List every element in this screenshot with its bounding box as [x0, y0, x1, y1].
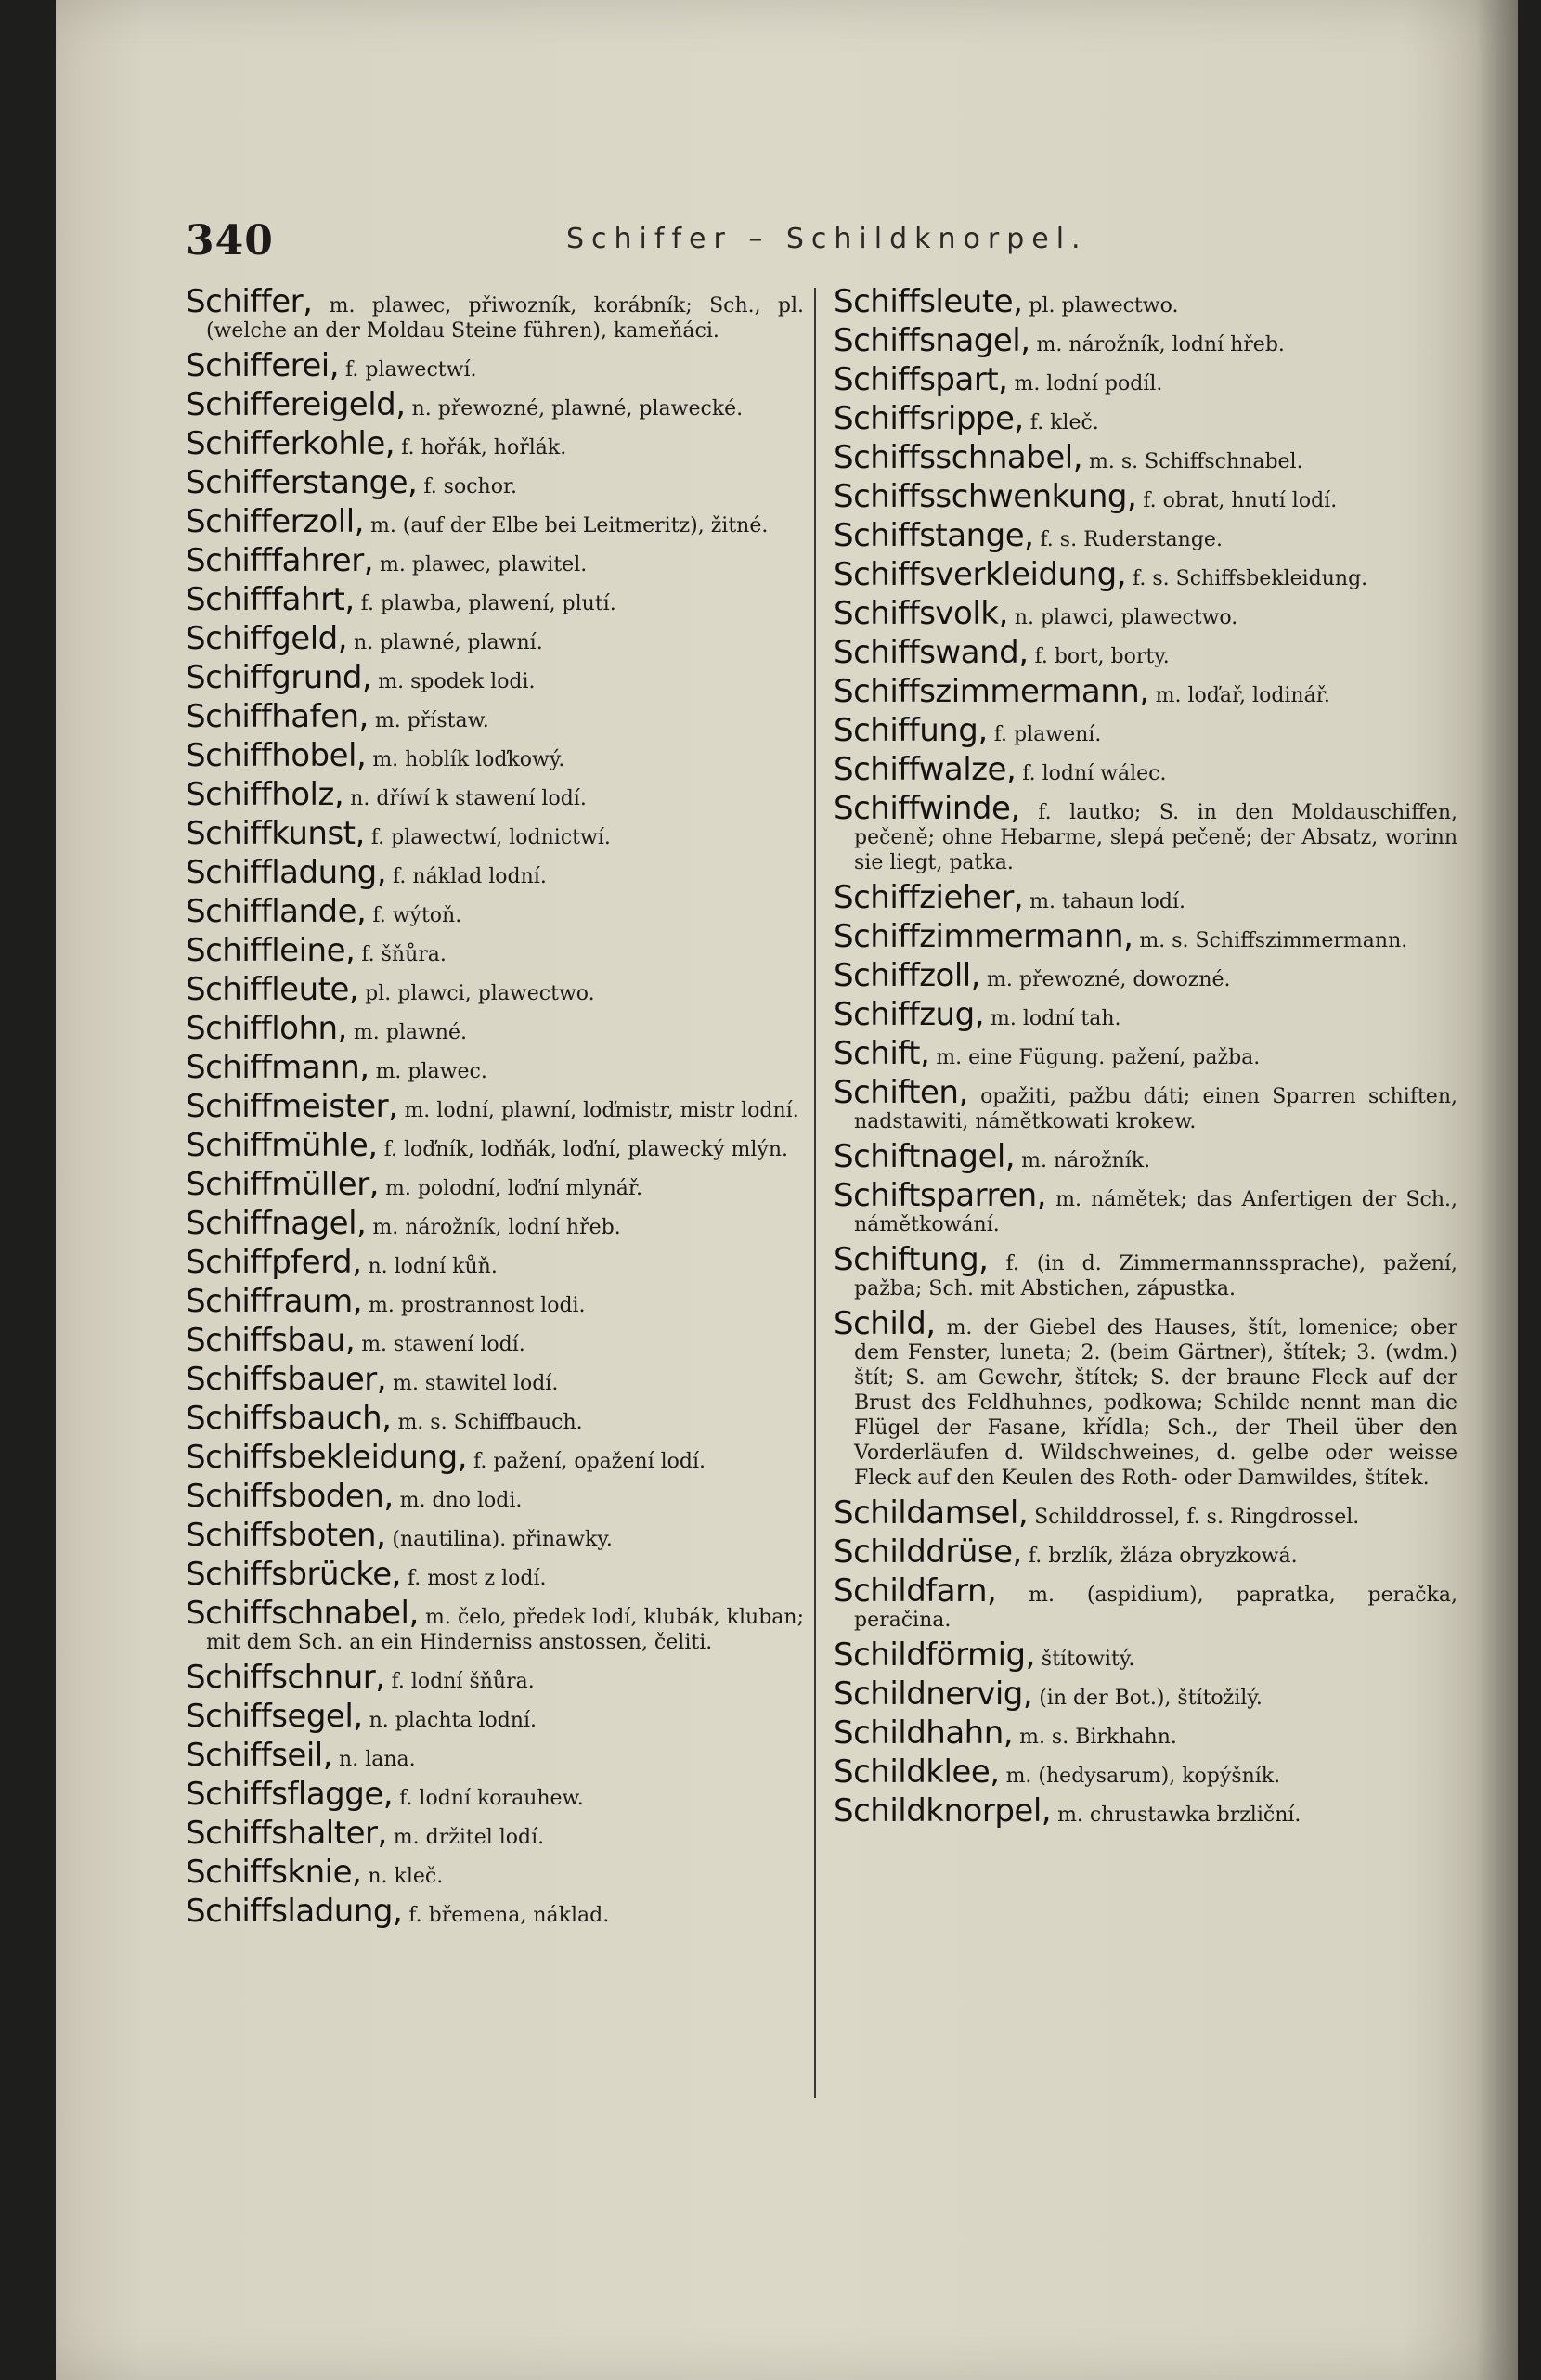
definition: m. dno lodi.: [393, 1489, 523, 1512]
definition: f. wýtoň.: [366, 904, 462, 927]
definition: m. spodek lodi.: [371, 670, 536, 693]
dictionary-entry: [834, 1533, 1457, 1571]
headword: Schildnervig,: [834, 1675, 1033, 1713]
dictionary-entry: [834, 595, 1457, 632]
headword: Schifffahrt,: [186, 581, 355, 618]
headword: Schiffleute,: [186, 971, 359, 1008]
dictionary-entry: [834, 712, 1457, 749]
headword: Schiffsknie,: [186, 1854, 362, 1891]
dictionary-entry: [186, 1737, 804, 1774]
dictionary-entry: [186, 698, 804, 735]
definition: f. bort, borty.: [1028, 645, 1170, 668]
headword: Schiffmeister,: [186, 1088, 398, 1125]
definition: m. stawení lodí.: [355, 1333, 525, 1356]
left-column: [186, 283, 804, 1938]
headword: Schiffladung,: [186, 854, 387, 891]
dictionary-entry: [834, 556, 1457, 593]
headword: Schiffsnagel,: [834, 322, 1030, 359]
definition: n. lana.: [332, 1748, 416, 1771]
dictionary-entry: [186, 542, 804, 579]
dictionary-entry: [834, 1675, 1457, 1713]
headword: Schiffsbauer,: [186, 1361, 387, 1398]
headword: Schiffzug,: [834, 996, 984, 1033]
headword: Schiffzieher,: [834, 879, 1024, 916]
headword: Schiftnagel,: [834, 1138, 1016, 1175]
headword: Schiffmühle,: [186, 1127, 378, 1164]
definition: Schilddrossel, f. s. Ringdrossel.: [1028, 1506, 1360, 1529]
dictionary-entry: [834, 1074, 1457, 1134]
headword: Schiffsflagge,: [186, 1776, 394, 1813]
headword: Schiffsbrücke,: [186, 1556, 401, 1593]
definition: f. lodní korauhew.: [393, 1787, 584, 1810]
dictionary-entry: [834, 478, 1457, 515]
dictionary-entry: [834, 400, 1457, 437]
dictionary-entry: [186, 854, 804, 891]
dictionary-entry: [186, 1776, 804, 1813]
dictionary-entry: [186, 1400, 804, 1437]
definition: m. lodní, plawní, loďmistr, mistr lodní.: [397, 1099, 799, 1122]
dictionary-entry: [186, 1244, 804, 1281]
definition: m. držitel lodí.: [386, 1826, 545, 1849]
headword: Schiffhafen,: [186, 698, 369, 735]
definition: m. přístaw.: [368, 709, 489, 732]
definition: m. chrustawka brzliční.: [1051, 1804, 1301, 1827]
headword: Schifflohn,: [186, 1010, 347, 1047]
dictionary-entry: [834, 439, 1457, 476]
headword: Schiffschnur,: [186, 1659, 385, 1696]
headword: Schiffstange,: [834, 517, 1034, 554]
dictionary-entry: [186, 283, 804, 343]
definition: m. s. Schiffschnabel.: [1082, 450, 1303, 473]
dictionary-entry: [186, 503, 804, 540]
dictionary-entry: [834, 1494, 1457, 1532]
headword: Schildamsel,: [834, 1494, 1029, 1532]
headword: Schildhahn,: [834, 1714, 1014, 1752]
definition: m. čelo, předek lodí, klubák, kluban; mit dem Sch. an ein Hinderniss anstossen, čeliti.: [206, 1606, 804, 1654]
dictionary-entry: [834, 1572, 1457, 1633]
definition: f. loďník, lodňák, loďní, plawecký mlýn.: [377, 1138, 789, 1161]
headword: Schiffgrund,: [186, 659, 372, 696]
definition: f. s. Ruderstange.: [1033, 528, 1223, 551]
definition: pl. plawectwo.: [1022, 294, 1179, 317]
definition: m. hoblík loďkowý.: [366, 748, 565, 771]
headword: Schiffsboten,: [186, 1517, 386, 1554]
definition: m. plawec, plawitel.: [373, 553, 588, 576]
dictionary-entry: [834, 361, 1457, 398]
headword: Schilddrüse,: [834, 1533, 1022, 1571]
dictionary-entry: [834, 1177, 1457, 1237]
definition: f. plawectwí.: [339, 358, 477, 382]
headword: Schifflande,: [186, 893, 367, 930]
definition: m. plawec.: [369, 1060, 487, 1083]
definition: f. s. Schiffsbekleidung.: [1126, 567, 1368, 590]
definition: opažiti, pažbu dáti; einen Sparren schiften, nadstawiti, námětkowati krokew.: [854, 1085, 1457, 1133]
definition: f. sochor.: [417, 475, 518, 498]
definition: m. nárožník.: [1015, 1149, 1151, 1172]
running-head: Schiffer – Schildknorpel.: [566, 223, 1088, 255]
definition: f. brzlík, žláza obryzkowá.: [1021, 1545, 1298, 1568]
definition: m. nárožník, lodní hřeb.: [366, 1216, 621, 1239]
definition: m. stawitel lodí.: [386, 1372, 559, 1395]
dictionary-entry: [834, 283, 1457, 320]
definition: f. šňůra.: [355, 943, 447, 966]
dictionary-entry: [186, 1127, 804, 1164]
headword: Schiffsleute,: [834, 283, 1023, 320]
headword: Schiftsparren,: [834, 1177, 1046, 1214]
dictionary-entry: [186, 386, 804, 423]
dictionary-entry: [834, 996, 1457, 1033]
definition: m. (hedysarum), kopýšník.: [999, 1765, 1281, 1788]
definition: f. plawení.: [987, 723, 1102, 746]
dictionary-entry: [186, 1815, 804, 1852]
dictionary-entry: [186, 1595, 804, 1655]
definition: m. polodní, loďní mlynář.: [378, 1177, 642, 1200]
dictionary-entry: [186, 347, 804, 384]
definition: f. kleč.: [1023, 411, 1099, 434]
headword: Schiffspart,: [834, 361, 1008, 398]
dictionary-entry: [186, 1049, 804, 1086]
dictionary-entry: [186, 1205, 804, 1242]
dictionary-entry: [186, 932, 804, 969]
dictionary-entry: [834, 1035, 1457, 1072]
definition: f. most z lodí.: [400, 1567, 547, 1590]
dictionary-entry: [186, 1698, 804, 1735]
headword: Schiffsboden,: [186, 1478, 394, 1515]
dictionary-entry: [186, 893, 804, 930]
definition: f. lodní šňůra.: [384, 1670, 535, 1693]
dictionary-entry: [186, 971, 804, 1008]
page-edge-shadow: [1476, 0, 1518, 2380]
definition: m. s. Birkhahn.: [1013, 1726, 1177, 1749]
dictionary-entry: [834, 1714, 1457, 1752]
headword: Schildknorpel,: [834, 1792, 1052, 1830]
dictionary-entry: [186, 425, 804, 462]
headword: Schiffsbau,: [186, 1322, 356, 1359]
dictionary-entry: [834, 751, 1457, 788]
definition: m. eine Fügung. pažení, pažba.: [929, 1046, 1261, 1069]
definition: m. lodní tah.: [984, 1007, 1121, 1030]
headword: Schift,: [834, 1035, 930, 1072]
dictionary-entry: [834, 957, 1457, 994]
headword: Schiffhobel,: [186, 737, 367, 774]
definition: m. s. Schiffszimmermann.: [1133, 929, 1408, 952]
dictionary-entry: [834, 1636, 1457, 1674]
dictionary-entry: [186, 1893, 804, 1930]
headword: Schifferstange,: [186, 464, 418, 501]
headword: Schiffpferd,: [186, 1244, 362, 1281]
definition: f. pažení, opažení lodí.: [467, 1450, 706, 1473]
dictionary-entry: [186, 1010, 804, 1047]
definition: m. s. Schiffbauch.: [391, 1411, 583, 1434]
dictionary-entry: [186, 776, 804, 813]
dictionary-entry: [186, 1556, 804, 1593]
definition: f. náklad lodní.: [386, 865, 547, 888]
definition: m. přewozné, dowozné.: [980, 968, 1231, 991]
headword: Schiffwalze,: [834, 751, 1017, 788]
dictionary-entry: [186, 815, 804, 852]
definition: m. nárožník, lodní hřeb.: [1029, 333, 1285, 356]
definition: f. plawectwí, lodnictwí.: [364, 826, 611, 849]
definition: f. plawba, plawení, plutí.: [354, 592, 616, 615]
headword: Schifferkohle,: [186, 425, 395, 462]
definition: m. prostrannost lodi.: [362, 1294, 586, 1317]
definition: m. plawné.: [346, 1021, 467, 1044]
headword: Schiffraum,: [186, 1283, 362, 1320]
headword: Schildfarn,: [834, 1572, 997, 1610]
page-header: [186, 217, 1448, 269]
column-divider: [814, 288, 816, 2098]
dictionary-entry: [834, 673, 1457, 710]
definition: m. tahaun lodí.: [1023, 890, 1185, 913]
headword: Schiftung,: [834, 1241, 989, 1278]
definition: n. lodní kůň.: [361, 1255, 498, 1278]
definition: m. námětek; das Anfertigen der Sch., námětkowání.: [854, 1188, 1457, 1236]
dictionary-entry: [186, 1439, 804, 1476]
headword: Schiffszimmermann,: [834, 673, 1149, 710]
dictionary-entry: [834, 1241, 1457, 1301]
definition: m. (aspidium), papratka, peračka, peračina.: [854, 1584, 1457, 1632]
headword: Schiffsschwenkung,: [834, 478, 1137, 515]
definition: m. plawec, přiwozník, korábník; Sch., pl. (welche an der Moldau Steine führen), kameňáci.: [206, 294, 804, 343]
headword: Schiffswand,: [834, 634, 1029, 671]
dictionary-entry: [186, 1854, 804, 1891]
dictionary-entry: [186, 1166, 804, 1203]
headword: Schiffung,: [834, 712, 988, 749]
headword: Schiffsbekleidung,: [186, 1439, 467, 1476]
headword: Schifferzoll,: [186, 503, 364, 540]
definition: n. plachta lodní.: [362, 1709, 537, 1732]
headword: Schiffzoll,: [834, 957, 981, 994]
definition: f. břemena, náklad.: [402, 1904, 610, 1927]
headword: Schiffleine,: [186, 932, 356, 969]
headword: Schiffkunst,: [186, 815, 365, 852]
dictionary-entry: [186, 1478, 804, 1515]
headword: Schiffshalter,: [186, 1815, 387, 1852]
dictionary-entry: [186, 1361, 804, 1398]
headword: Schiffzimmermann,: [834, 918, 1133, 955]
dictionary-entry: [186, 1283, 804, 1320]
headword: Schiffmüller,: [186, 1166, 379, 1203]
definition: m. lodní podíl.: [1007, 372, 1163, 395]
definition: f. lodní wálec.: [1016, 762, 1167, 785]
headword: Schiffsverkleidung,: [834, 556, 1127, 593]
dictionary-entry: [834, 322, 1457, 359]
dictionary-entry: [186, 1322, 804, 1359]
headword: Schiffer,: [186, 283, 313, 320]
definition: f. (in d. Zimmermannssprache), pažení, pažba; Sch. mit Abstichen, zápustka.: [854, 1252, 1457, 1300]
dictionary-entry: [834, 1305, 1457, 1491]
dictionary-entry: [834, 879, 1457, 916]
headword: Schiffseil,: [186, 1737, 333, 1774]
headword: Schifffahrer,: [186, 542, 373, 579]
headword: Schiffholz,: [186, 776, 344, 813]
dictionary-entry: [834, 634, 1457, 671]
headword: Schiffmann,: [186, 1049, 369, 1086]
definition: m. (auf der Elbe bei Leitmeritz), žitné.: [363, 514, 769, 537]
definition: (nautilina). přinawky.: [385, 1528, 613, 1551]
dictionary-entry: [186, 659, 804, 696]
headword: Schiffsrippe,: [834, 400, 1024, 437]
definition: m. loďař, lodinář.: [1148, 684, 1330, 707]
definition: n. kleč.: [361, 1865, 444, 1888]
headword: Schiffgeld,: [186, 620, 348, 657]
headword: Schiften,: [834, 1074, 968, 1111]
definition: n. přewozné, plawné, plawecké.: [405, 397, 744, 420]
dictionary-entry: [834, 1138, 1457, 1175]
headword: Schiffsladung,: [186, 1893, 403, 1930]
definition: m. der Giebel des Hauses, štít, lomenice; ober dem Fenster, luneta; 2. (beim Gärtner), štítek; 3. (wdm.) štít; S. am Gewehr, štítek; S. der braune Fleck auf der Brust des Feldhuhnes, podkowa; Schilde nennt man die Flügel der Fasane, křídla; Sch., der Theil über den Vorderläufen d. Wildschweines, d. gelbe oder weisse Fleck auf den Keulen des Roth- oder Damwildes, štítek.: [854, 1316, 1457, 1490]
dictionary-entry: [186, 620, 804, 657]
dictionary-entry: [186, 464, 804, 501]
dictionary-entry: [186, 1517, 804, 1554]
definition: štítowitý.: [1034, 1648, 1135, 1671]
headword: Schildklee,: [834, 1753, 1000, 1791]
definition: f. obrat, hnutí lodí.: [1136, 489, 1338, 512]
headword: Schiffsschnabel,: [834, 439, 1083, 476]
headword: Schiffsvolk,: [834, 595, 1008, 632]
definition: (in der Bot.), štítožilý.: [1032, 1687, 1263, 1710]
dictionary-entry: [186, 1659, 804, 1696]
dictionary-entry: [834, 1753, 1457, 1791]
headword: Schiffereigeld,: [186, 386, 406, 423]
dictionary-entry: [834, 918, 1457, 955]
headword: Schiffsegel,: [186, 1698, 363, 1735]
dictionary-entry: [834, 1792, 1457, 1830]
dictionary-entry: [834, 517, 1457, 554]
dictionary-entry: [186, 737, 804, 774]
headword: Schiffsbauch,: [186, 1400, 392, 1437]
headword: Schildförmig,: [834, 1636, 1035, 1674]
headword: Schiffschnabel,: [186, 1595, 419, 1632]
definition: f. lautko; S. in den Moldauschiffen, pečeně; ohne Hebarme, slepá pečeně; der Absatz, worinn sie liegt, patka.: [854, 801, 1457, 874]
dictionary-entry: [186, 1088, 804, 1125]
definition: f. hořák, hořlák.: [395, 436, 567, 459]
definition: n. dříwí k stawení lodí.: [343, 787, 587, 810]
definition: n. plawci, plawectwo.: [1007, 606, 1238, 629]
headword: Schiffnagel,: [186, 1205, 367, 1242]
dictionary-entry: [186, 581, 804, 618]
right-column: [834, 283, 1457, 1838]
headword: Schifferei,: [186, 347, 340, 384]
headword: Schiffwinde,: [834, 790, 1020, 827]
definition: n. plawné, plawní.: [347, 631, 543, 654]
dictionary-entry: [834, 790, 1457, 875]
headword: Schild,: [834, 1305, 936, 1342]
definition: pl. plawci, plawectwo.: [358, 982, 595, 1005]
page-number: 340: [186, 217, 274, 265]
